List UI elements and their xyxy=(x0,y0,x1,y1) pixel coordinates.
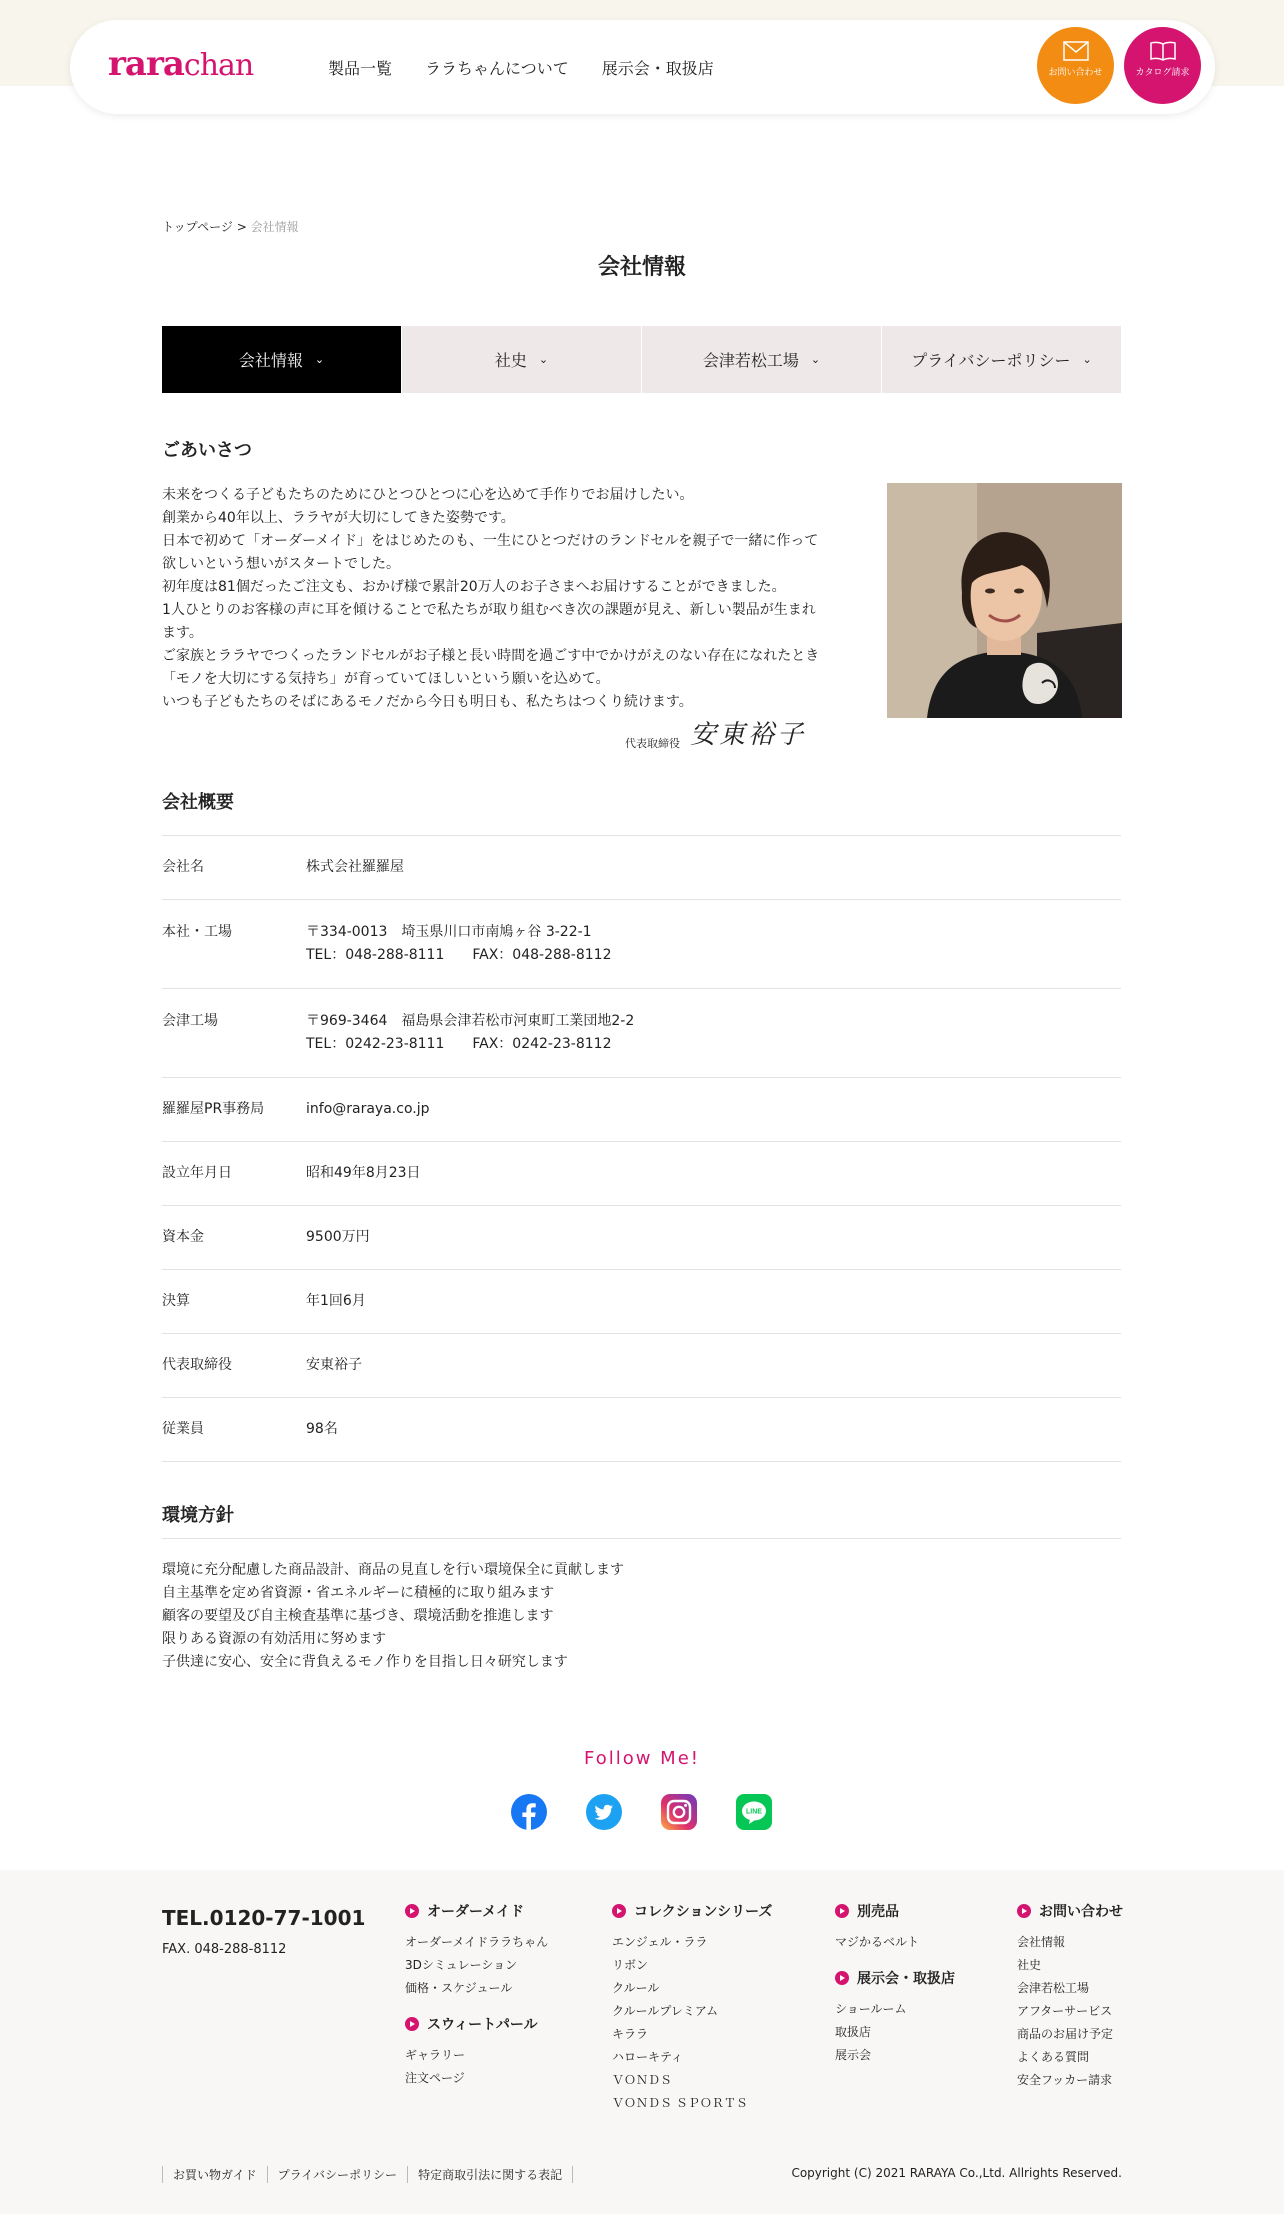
footer-link[interactable]: 商品のお届け予定 xyxy=(1017,2027,1114,2041)
contact-button[interactable] xyxy=(1037,27,1114,104)
row-value xyxy=(306,1418,1121,1441)
row-value-line: TEL：048-288-8111 FAX：048-288-8112 xyxy=(306,947,612,963)
row-value-line: 〒969-3464 福島県会津若松市河東町工業団地2-2 xyxy=(306,1013,635,1029)
footer-col-ordermade xyxy=(405,1901,548,2090)
greeting-text xyxy=(162,484,822,714)
environment-list xyxy=(162,1559,624,1674)
list-item: 限りある資源の有効活用に努めます xyxy=(162,1631,386,1647)
footer-link[interactable]: エンジェル・ララ xyxy=(612,1935,708,1949)
footer-heading[interactable] xyxy=(405,1901,548,1921)
tab-factory-label: 会津若松工場 xyxy=(702,351,799,370)
footer-heading-label: オーダーメイド xyxy=(427,1904,525,1920)
logo-part1: rara xyxy=(108,44,184,84)
row-value xyxy=(306,1162,1121,1185)
list-item: 顧客の要望及び自主検査基準に基づき、環境活動を推進します xyxy=(162,1608,554,1624)
breadcrumb xyxy=(162,218,299,235)
tab-company-label: 会社情報 xyxy=(238,351,303,370)
site-footer xyxy=(0,1870,1284,2214)
arrow-circle-icon xyxy=(612,1904,626,1918)
arrow-circle-icon xyxy=(835,1971,849,1985)
follow-title: Follow Me! xyxy=(583,1748,700,1769)
twitter-icon[interactable] xyxy=(586,1794,622,1830)
arrow-circle-icon xyxy=(1017,1904,1031,1918)
tab-privacy[interactable] xyxy=(881,326,1121,393)
chevron-down-icon: ⌄ xyxy=(314,353,325,366)
row-value xyxy=(306,1226,1121,1249)
footer-link[interactable]: 注文ページ xyxy=(405,2071,465,2085)
row-value-line: 株式会社羅羅屋 xyxy=(306,859,404,875)
breadcrumb-home[interactable]: トップページ xyxy=(162,220,233,234)
footer-heading-label: スウィートパール xyxy=(427,2017,538,2033)
table-row xyxy=(162,836,1121,900)
row-value-line: 〒334-0013 埼玉県川口市南鳩ヶ谷 3-22-1 xyxy=(306,924,592,940)
chevron-down-icon: ⌄ xyxy=(1082,353,1092,366)
footer-link[interactable]: ショールーム xyxy=(835,2002,907,2016)
list-item: 環境に充分配慮した商品設計、商品の見直しを行い環境保全に貢献します xyxy=(162,1562,624,1578)
table-row xyxy=(162,900,1121,989)
copyright: Copyright (C) 2021 RARAYA Co.,Ltd. Allrights Reserved. xyxy=(791,2166,1122,2180)
line-icon[interactable] xyxy=(736,1794,772,1830)
logo[interactable] xyxy=(108,44,253,84)
footer-link-legal[interactable]: 特定商取引法に関する表記 xyxy=(407,2166,573,2183)
row-value-line: 昭和49年8月23日 xyxy=(306,1165,421,1181)
row-key: 決算 xyxy=(162,1293,190,1309)
row-value xyxy=(306,1290,1121,1313)
row-value xyxy=(306,1010,1121,1056)
greeting-line: 初年度は81個だったご注文も、おかげ様で累計20万人のお子さまへお届けすることができました。 xyxy=(162,579,786,595)
footer-link[interactable]: マジかるベルト xyxy=(835,1935,920,1949)
footer-heading[interactable] xyxy=(835,1901,955,1921)
divider xyxy=(162,1538,1121,1539)
arrow-circle-icon xyxy=(835,1904,849,1918)
footer-link[interactable]: 取扱店 xyxy=(835,2025,872,2039)
row-value xyxy=(306,1098,1121,1121)
footer-bottom-links xyxy=(162,2166,573,2183)
arrow-circle-icon xyxy=(405,2017,419,2031)
instagram-icon[interactable] xyxy=(661,1794,697,1830)
row-key: 羅羅屋PR事務局 xyxy=(162,1101,265,1117)
footer-link[interactable]: ＶＯＮＤＳ ＳＰＯＲＴＳ xyxy=(612,2096,748,2110)
tab-history-label: 社史 xyxy=(494,351,527,370)
footer-heading-label: 展示会・取扱店 xyxy=(857,1971,955,1987)
list-item: 子供達に安心、安全に背負えるモノ作りを目指し日々研究します xyxy=(162,1654,568,1670)
contact-label: お問い合わせ xyxy=(1048,68,1103,78)
site-header xyxy=(70,20,1215,114)
footer-link[interactable]: 3Dシミュレーション xyxy=(405,1958,518,1972)
footer-link[interactable]: アフターサービス xyxy=(1017,2004,1113,2018)
greeting-line: 未来をつくる子どもたちのためにひとつひとつに心を込めて手作りでお届けしたい。 xyxy=(162,487,694,503)
footer-link[interactable]: 安全フッカー請求 xyxy=(1017,2073,1113,2087)
logo-part2: chan xyxy=(183,48,254,83)
chevron-down-icon: ⌄ xyxy=(538,353,549,366)
footer-heading[interactable] xyxy=(1017,1901,1123,1921)
row-value-line: 年1回6月 xyxy=(306,1293,366,1309)
row-value xyxy=(306,856,1121,879)
arrow-circle-icon xyxy=(405,1904,419,1918)
sign-title: 代表取締役 xyxy=(625,737,680,750)
footer-heading-label: 別売品 xyxy=(857,1904,899,1920)
greeting-line: 創業から40年以上、ララヤが大切にしてきた姿勢です。 xyxy=(162,510,515,526)
footer-link[interactable]: クルール xyxy=(612,1981,660,1995)
row-value xyxy=(306,921,1121,967)
book-icon xyxy=(1150,41,1176,61)
footer-link[interactable]: ＶＯＮＤＳ xyxy=(612,2073,673,2087)
footer-col-contact xyxy=(1017,1901,1123,2092)
footer-fax: FAX. 048-288-8112 xyxy=(162,1942,287,1957)
row-key: 資本金 xyxy=(162,1229,204,1245)
footer-heading[interactable] xyxy=(405,2014,548,2034)
footer-heading-label: お問い合わせ xyxy=(1039,1904,1123,1920)
row-value-line: 9500万円 xyxy=(306,1229,370,1245)
greeting-line: いつも子どもたちのそばにあるモノだから今日も明日も、私たちはつくり続けます。 xyxy=(162,694,693,710)
table-row xyxy=(162,1334,1121,1398)
greeting-line: 1人ひとりのお客様の声に耳を傾けることで私たちが取り組むべき次の課題が見え、新しい製品が生まれます。 xyxy=(162,602,816,641)
footer-col-accessories xyxy=(835,1901,955,2067)
row-key: 本社・工場 xyxy=(162,924,232,940)
row-value xyxy=(306,1354,1121,1377)
footer-link[interactable]: オーダーメイドララちゃん xyxy=(405,1935,549,1949)
footer-link[interactable]: 会社情報 xyxy=(1017,1935,1066,1949)
nav-products[interactable]: 製品一覧 xyxy=(328,59,393,78)
table-row xyxy=(162,1206,1121,1270)
row-key: 会津工場 xyxy=(162,1013,218,1029)
signature xyxy=(625,714,806,751)
mail-icon xyxy=(1063,41,1089,61)
table-row xyxy=(162,1078,1121,1142)
footer-link-privacy[interactable]: プライバシーポリシー xyxy=(267,2166,407,2183)
table-row xyxy=(162,1270,1121,1334)
row-key: 会社名 xyxy=(162,859,204,875)
greeting-line: ご家族とララヤでつくったランドセルがお子様と長い時間を過ごす中でかけがえのない存在になれたとき「モノを大切にする気持ち」が育っていてほしいという願いを込めて。 xyxy=(162,648,820,687)
footer-link[interactable]: ギャラリー xyxy=(405,2048,466,2062)
footer-link[interactable]: 社史 xyxy=(1017,1958,1042,1972)
footer-link[interactable]: クルールプレミアム xyxy=(612,2004,719,2018)
tab-company[interactable] xyxy=(162,326,401,393)
greeting-heading: ごあいさつ xyxy=(162,440,252,461)
overview-heading: 会社概要 xyxy=(162,792,234,813)
table-row xyxy=(162,989,1121,1078)
footer-link[interactable]: 展示会 xyxy=(835,2048,872,2062)
footer-link[interactable]: よくある質問 xyxy=(1017,2050,1090,2064)
row-value-line: 安東裕子 xyxy=(306,1357,362,1373)
page-title: 会社情報 xyxy=(597,255,686,280)
environment-heading: 環境方針 xyxy=(162,1505,234,1526)
footer-link[interactable]: ハローキティ xyxy=(612,2050,684,2064)
list-item: 自主基準を定め省資源・省エネルギーに積極的に取り組みます xyxy=(162,1585,554,1601)
section-tabs xyxy=(162,326,1121,393)
footer-link[interactable]: リボン xyxy=(612,1958,649,1972)
footer-link[interactable]: 価格・スケジュール xyxy=(405,1981,513,1995)
footer-col-collection xyxy=(612,1901,772,2115)
table-row xyxy=(162,1398,1121,1462)
email-link[interactable]: info@raraya.co.jp xyxy=(306,1101,430,1117)
footer-heading[interactable] xyxy=(835,1968,955,1988)
row-value-line: 98名 xyxy=(306,1421,338,1437)
facebook-icon[interactable] xyxy=(511,1794,547,1830)
nav-about[interactable]: ララちゃんについて xyxy=(425,59,569,78)
line-icon-text: LINE xyxy=(746,1808,762,1816)
footer-link[interactable]: 会津若松工場 xyxy=(1017,1981,1090,1995)
catalog-label: カタログ請求 xyxy=(1135,68,1190,78)
footer-heading-label: コレクションシリーズ xyxy=(634,1904,773,1920)
nav-stores[interactable]: 展示会・取扱店 xyxy=(601,59,714,78)
breadcrumb-sep: > xyxy=(236,220,247,234)
breadcrumb-current: 会社情報 xyxy=(250,220,299,234)
footer-heading[interactable] xyxy=(612,1901,772,1921)
row-value-line: TEL：0242-23-8111 FAX：0242-23-8112 xyxy=(306,1036,612,1052)
footer-link-guide[interactable]: お買い物ガイド xyxy=(162,2166,267,2183)
row-key: 従業員 xyxy=(162,1421,204,1437)
chevron-down-icon: ⌄ xyxy=(810,353,821,366)
row-key: 代表取締役 xyxy=(162,1357,232,1373)
table-row xyxy=(162,1142,1121,1206)
greeting-line: 日本で初めて「オーダーメイド」をはじめたのも、一生にひとつだけのランドセルを親子で一緒に作って欲しいという想いがスタートでした。 xyxy=(162,533,819,572)
footer-tel[interactable]: TEL.0120-77-1001 xyxy=(162,1906,366,1930)
tab-factory[interactable] xyxy=(641,326,881,393)
tab-history[interactable] xyxy=(401,326,641,393)
row-key: 設立年月日 xyxy=(162,1165,232,1181)
overview-table xyxy=(162,835,1121,1462)
sign-name: 安東裕子 xyxy=(690,720,807,750)
president-photo xyxy=(887,483,1122,718)
footer-link[interactable]: キララ xyxy=(612,2027,649,2041)
catalog-button[interactable] xyxy=(1124,27,1201,104)
main-nav xyxy=(328,56,714,79)
tab-privacy-label: プライバシーポリシー xyxy=(911,351,1071,370)
